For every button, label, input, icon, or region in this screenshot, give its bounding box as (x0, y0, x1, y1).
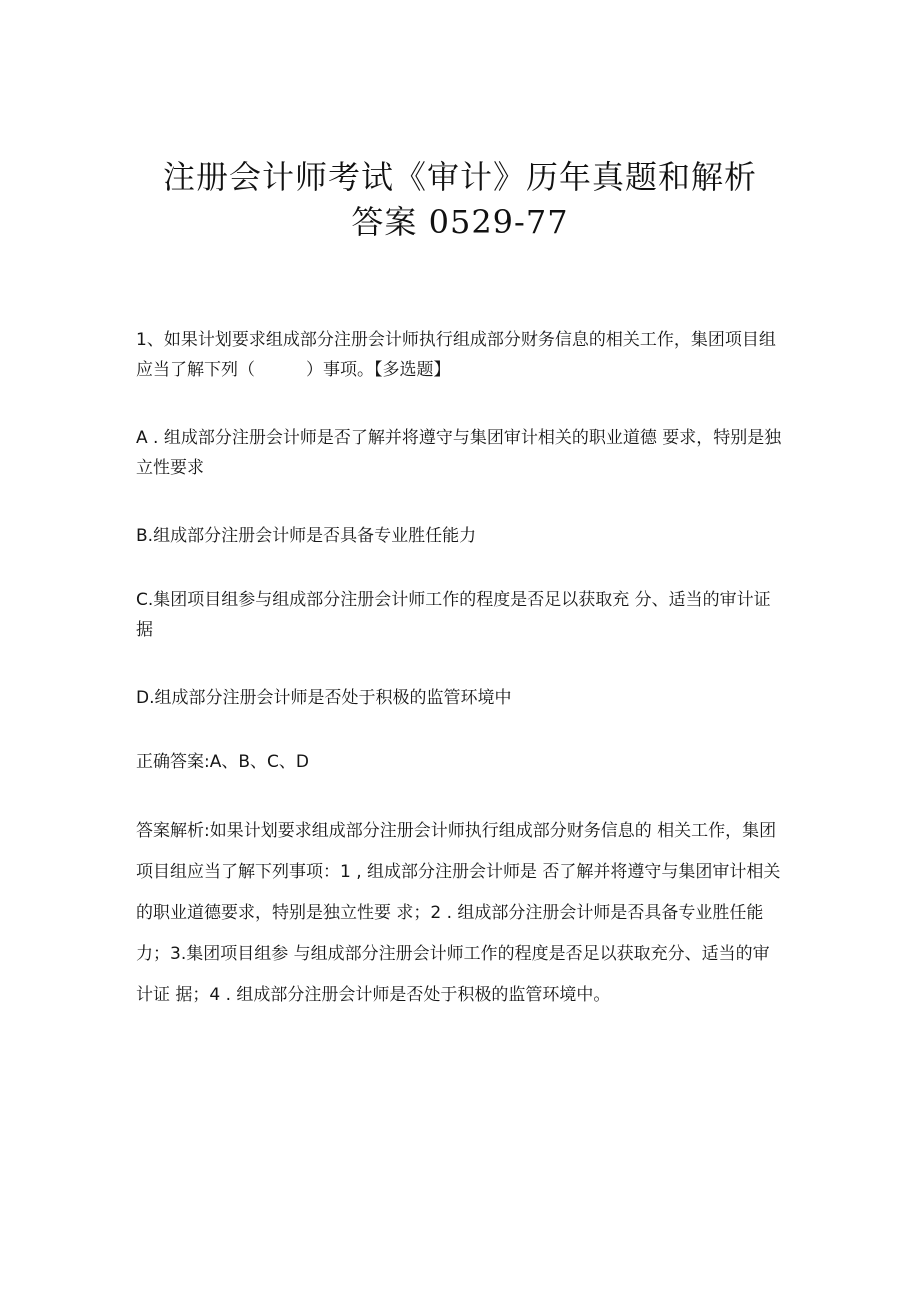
option-d: D.组成部分注册会计师是否处于积极的监管环境中 (136, 688, 512, 708)
document-title (60, 155, 860, 245)
question-stem: 1、如果计划要求组成部分注册会计师执行组成部分财务信息的相关工作，集团项目组应当了解下列（ ）事项。【多选题】 (136, 330, 776, 380)
answer-analysis: 答案解析:如果计划要求组成部分注册会计师执行组成部分财务信息的 相关工作，集团项目组应当了解下列事项：1 , 组成部分注册会计师是 否了解并将遵守与集团审计相关的职业道德要求，特别是独立性要 求；2 . 组成部分注册会计师是否具备专业胜任能力；3.集团项目组参 与组成部分注册会计师工作的程度是否足以获取充分、适当的审计证 据；4 . 组成部分注册会计师是否处于积极的监管环境中。 (136, 821, 781, 1005)
option-b: B.组成部分注册会计师是否具备专业胜任能力 (136, 526, 477, 546)
option-a: A . 组成部分注册会计师是否了解并将遵守与集团审计相关的职业道德 要求，特别是独立性要求 (136, 428, 782, 478)
correct-answer: 正确答案:A、B、C、D (136, 752, 309, 772)
title-line-2: 答案 0529-77 (351, 203, 569, 241)
title-line-1: 注册会计师考试《审计》历年真题和解析 (162, 158, 757, 196)
question-block (136, 325, 784, 1016)
option-c: C.集团项目组参与组成部分注册会计师工作的程度是否足以获取充 分、适当的审计证据 (136, 590, 771, 640)
